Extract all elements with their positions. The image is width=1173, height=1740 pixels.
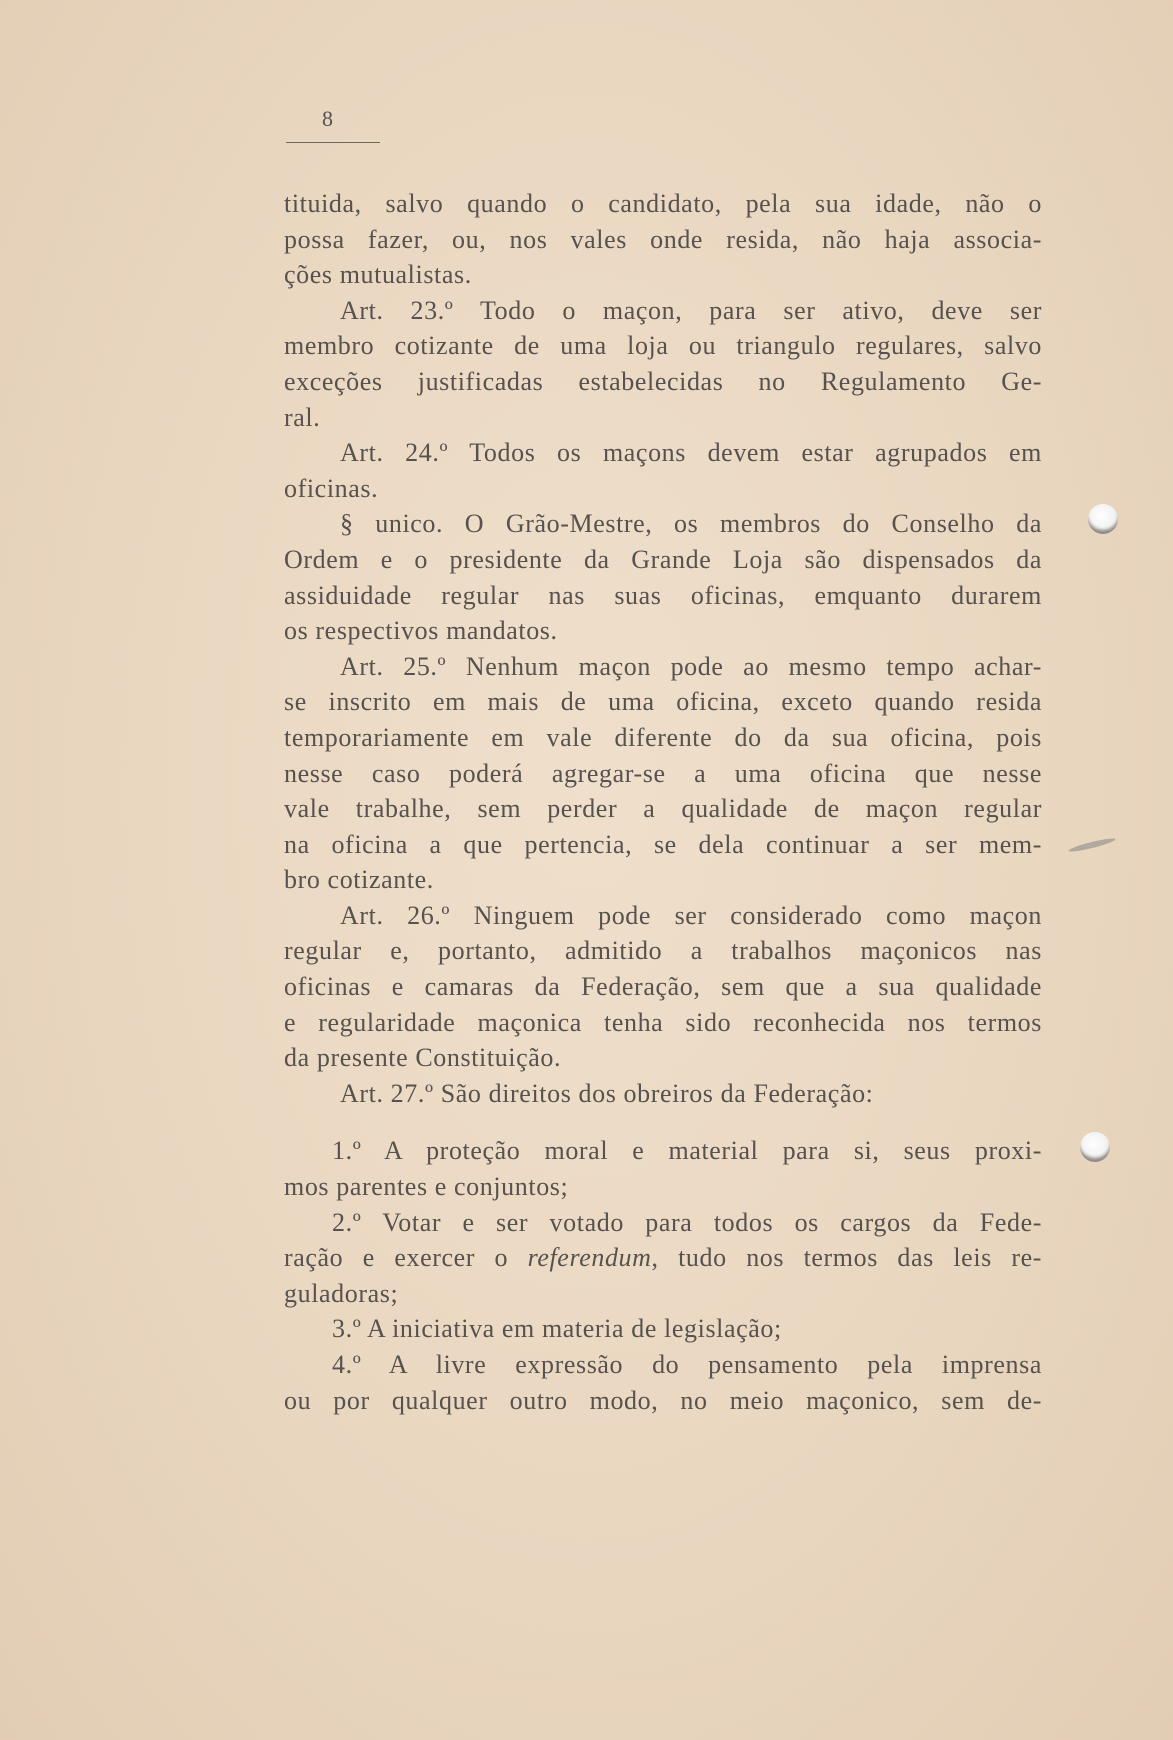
text-line: ções mutualistas. bbox=[284, 260, 472, 290]
text-line: ração e exercer o referendum, tudo nos termos das leis re- bbox=[284, 1243, 1042, 1273]
header-rule bbox=[286, 142, 380, 143]
punch-hole-upper bbox=[1088, 504, 1118, 534]
text-line: se inscrito em mais de uma oficina, exceto quando resida bbox=[284, 687, 1042, 717]
text-line: ral. bbox=[284, 402, 321, 432]
text-line: da presente Constituição. bbox=[284, 1043, 562, 1073]
text-line: tituida, salvo quando o candidato, pela sua idade, não o bbox=[284, 189, 1042, 218]
text-line: bro cotizante. bbox=[284, 865, 434, 895]
text-line: nesse caso poderá agregar-se a uma oficina que nesse bbox=[284, 758, 1042, 788]
text-line: Art. 23.º Todo o maçon, para ser ativo, deve ser bbox=[340, 295, 1042, 325]
text-line: Ordem e o presidente da Grande Loja são dispensados da bbox=[284, 544, 1042, 574]
text-line: possa fazer, ou, nos vales onde resida, não haja associa- bbox=[284, 224, 1042, 254]
page-number: 8 bbox=[322, 106, 334, 131]
text-line: 2.º Votar e ser votado para todos os cargos da Fede- bbox=[332, 1207, 1042, 1237]
text-line: os respectivos mandatos. bbox=[284, 616, 558, 646]
text-line: Art. 27.º São direitos dos obreiros da Federação: bbox=[340, 1078, 874, 1108]
text-line: assiduidade regular nas suas oficinas, emquanto durarem bbox=[284, 580, 1042, 610]
text-line: e regularidade maçonica tenha sido reconhecida nos termos bbox=[284, 1007, 1042, 1037]
paragraph-gap bbox=[284, 1111, 1042, 1133]
body-text bbox=[284, 186, 1042, 1418]
stain-mark bbox=[1068, 836, 1116, 853]
italic-term: referendum bbox=[527, 1243, 652, 1273]
text-line: exceções justificadas estabelecidas no Regulamento Ge- bbox=[284, 366, 1042, 396]
text-line: membro cotizante de uma loja ou triangulo regulares, salvo bbox=[284, 331, 1042, 361]
text-line: Art. 25.º Nenhum maçon pode ao mesmo tempo achar- bbox=[340, 651, 1042, 681]
text-line: § unico. O Grão-Mestre, os membros do Conselho da bbox=[340, 509, 1042, 539]
text-line: ou por qualquer outro modo, no meio maçonico, sem de- bbox=[284, 1385, 1042, 1415]
text-line: 3.º A iniciativa em materia de legislação; bbox=[332, 1314, 782, 1344]
text-line: oficinas e camaras da Federação, sem que a sua qualidade bbox=[284, 972, 1042, 1002]
text-line: vale trabalhe, sem perder a qualidade de maçon regular bbox=[284, 794, 1042, 824]
text-line: Art. 26.º Ninguem pode ser considerado como maçon bbox=[340, 900, 1042, 930]
text-line: Art. 24.º Todos os maçons devem estar agrupados em bbox=[340, 438, 1042, 468]
text-line: oficinas. bbox=[284, 473, 379, 503]
text-line: temporariamente em vale diferente do da sua oficina, pois bbox=[284, 722, 1042, 752]
text-line: regular e, portanto, admitido a trabalhos maçonicos nas bbox=[284, 936, 1042, 966]
text-line: na oficina a que pertencia, se dela continuar a ser mem- bbox=[284, 829, 1042, 859]
text-line: mos parentes e conjuntos; bbox=[284, 1172, 569, 1202]
text-line: 1.º A proteção moral e material para si, seus proxi- bbox=[332, 1136, 1042, 1166]
punch-hole-lower bbox=[1080, 1132, 1110, 1162]
text-line: guladoras; bbox=[284, 1278, 399, 1308]
text-line: 4.º A livre expressão do pensamento pela imprensa bbox=[332, 1350, 1042, 1379]
